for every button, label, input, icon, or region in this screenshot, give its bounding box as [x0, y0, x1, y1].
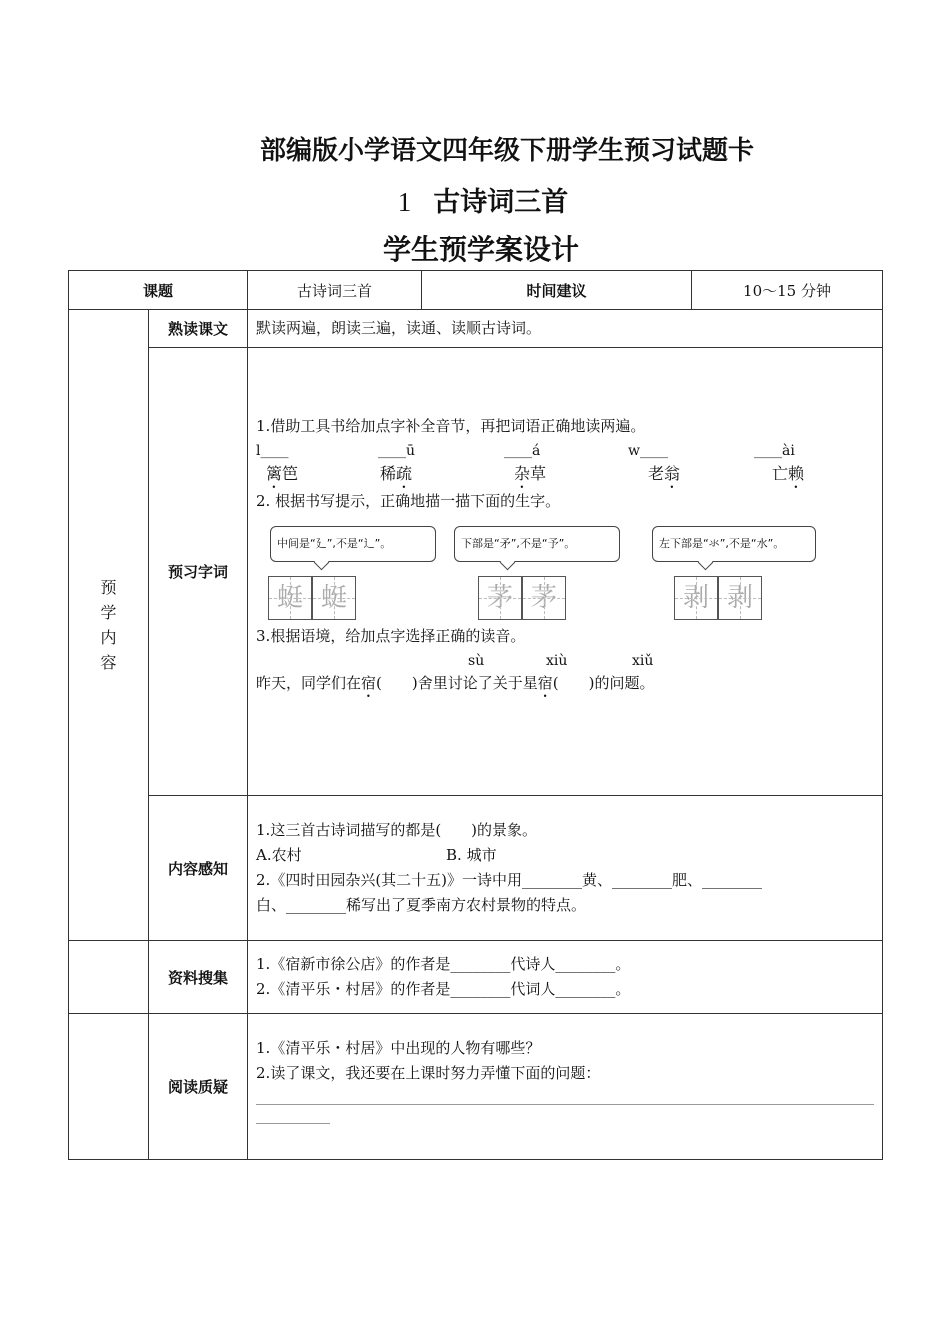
row-research [69, 941, 883, 1014]
time-label: 时间建议 [422, 271, 692, 310]
term-char: 杂 [514, 464, 531, 483]
question-cell [248, 1014, 883, 1160]
option-a: A.农村 [256, 846, 302, 864]
tracing-area [256, 514, 874, 624]
trace-box[interactable]: 茅 [522, 576, 566, 620]
page-title: 部编版小学语文四年级下册学生预习试题卡 [259, 136, 754, 166]
topic-value: 古诗词三首 [248, 271, 422, 310]
term-char: 翁 [664, 464, 681, 483]
read-text: 默读两遍，朗读三遍，读通、读顺古诗词。 [248, 310, 883, 348]
trace-box[interactable]: 蜓 [312, 576, 356, 620]
answer-line[interactable] [256, 1109, 330, 1124]
term [380, 461, 412, 492]
research-l2: 2.《清平乐・村居》的作者是________代词人________。 [256, 980, 631, 998]
lesson-title [8, 180, 950, 219]
side-char: 内 [100, 628, 117, 647]
term-char: 笆 [282, 464, 299, 483]
trace-box[interactable]: 剥 [674, 576, 718, 620]
pinyin: ____ū [378, 443, 416, 459]
hint-bubble: 左下部是“氺”,不是“水”。 [652, 526, 816, 562]
q3-sentence [256, 671, 874, 701]
q3-dot-char: 宿 [537, 674, 553, 692]
q3-dot-char: 宿 [361, 674, 377, 692]
answer-line[interactable] [256, 1090, 874, 1105]
term-char: 稀 [380, 464, 397, 483]
q3-text: ( )舍里讨论了关于星 [376, 674, 538, 692]
words-label: 预习字词 [149, 348, 248, 796]
option-b: B. 城市 [446, 846, 497, 864]
side-char: 容 [100, 653, 117, 672]
lesson-name: 古诗词三首 [433, 187, 569, 218]
q3-text: 昨天，同学们在 [256, 674, 362, 692]
term-char: 草 [530, 464, 547, 483]
words-q1: 1.借助工具书给加点字补全音节，再把词语正确地读两遍。 [256, 417, 646, 435]
lesson-number: 1 [397, 187, 412, 217]
research-l1: 1.《宿新市徐公店》的作者是________代诗人________。 [256, 955, 631, 973]
pinyin: l____ [256, 443, 289, 459]
time-value: 10～15 分钟 [692, 271, 883, 310]
words-cell [248, 348, 883, 796]
words-q2: 2. 根据书写提示，正确地描一描下面的生字。 [256, 492, 561, 510]
term-char: 疏 [396, 464, 413, 483]
term [266, 461, 298, 492]
content-label: 内容感知 [149, 796, 248, 941]
side-label [69, 310, 149, 941]
trace-box[interactable]: 茅 [478, 576, 522, 620]
term-row [256, 461, 874, 489]
read-label: 熟读课文 [149, 310, 248, 348]
content-q2a: 2.《四时田园杂兴(其二十五)》一诗中用________黄、________肥、________ [256, 871, 763, 889]
term-char: 老 [648, 464, 665, 483]
trace-box[interactable]: 蜓 [268, 576, 312, 620]
subtitle: 学生预学案设计 [382, 233, 579, 266]
term-char: 赖 [788, 464, 805, 483]
row-read [69, 310, 883, 348]
term-char: 篱 [266, 464, 283, 483]
question-label: 阅读质疑 [149, 1014, 248, 1160]
q3-text: ( )的问题。 [552, 674, 655, 692]
q3-option: xiù [546, 653, 568, 669]
term [514, 461, 546, 492]
hint-bubble: 下部是“矛”,不是“予”。 [454, 526, 620, 562]
question-l1: 1.《清平乐・村居》中出现的人物有哪些？ [256, 1039, 541, 1057]
row-content [69, 796, 883, 941]
content-cell [248, 796, 883, 941]
row-words [69, 348, 883, 796]
blank-side [69, 1014, 149, 1160]
side-char: 学 [100, 603, 117, 622]
content-options [256, 843, 874, 868]
term [772, 461, 804, 492]
words-q3: 3.根据语境，给加点字选择正确的读音。 [256, 627, 526, 645]
q3-option: xiǔ [632, 653, 654, 669]
pinyin: ____ài [754, 443, 795, 459]
trace-box[interactable]: 剥 [718, 576, 762, 620]
term-char: 亡 [772, 464, 789, 483]
term [648, 461, 680, 492]
q3-option: sù [468, 653, 485, 669]
info-row [69, 271, 883, 310]
blank-side [69, 941, 149, 1014]
pinyin-row [256, 439, 874, 461]
hint-bubble: 中间是“廴”,不是“辶”。 [270, 526, 436, 562]
row-question [69, 1014, 883, 1160]
question-l2: 2.读了课文，我还要在上课时努力弄懂下面的问题： [256, 1064, 601, 1082]
research-label: 资料搜集 [149, 941, 248, 1014]
pinyin: w____ [628, 443, 668, 459]
preview-table [68, 270, 883, 1160]
content-q2b: 白、________稀写出了夏季南方农村景物的特点。 [256, 896, 587, 914]
pinyin: ____á [504, 443, 541, 459]
q3-options [256, 649, 874, 671]
side-char: 预 [100, 578, 117, 597]
topic-label: 课题 [69, 271, 248, 310]
content-q1: 1.这三首古诗词描写的都是( )的景象。 [256, 821, 538, 839]
research-cell [248, 941, 883, 1014]
